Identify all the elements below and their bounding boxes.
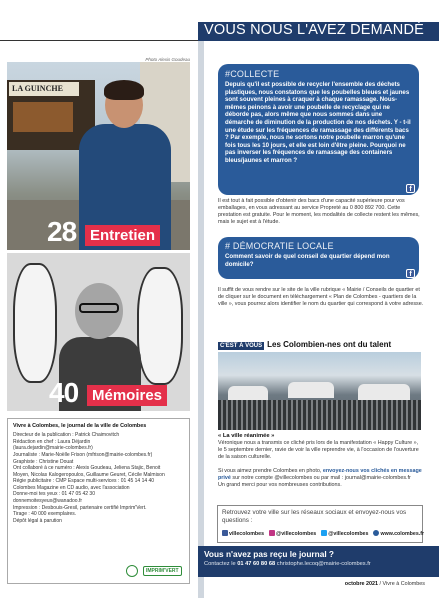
democratie-answer: Il suffit de vous rendre sur le site de la ville rubrique « Mairie / Conseils de quartier et de cliquer sur le document en téléchargement « Plan de Colombes - quartiers de la ville », vous pourrez alors identifier le nom du quartier qui correspond à votre adresse.: [218, 287, 424, 308]
social-handle: www.colombes.fr: [380, 531, 425, 537]
info-text-end: sur notre compte @villecolombes ou par mail : journal@mairie-colombes.fr: [230, 475, 411, 482]
talent-heading: [218, 340, 391, 349]
social-link-website[interactable]: [373, 530, 424, 537]
facebook-icon: [222, 530, 228, 536]
masthead-line: Colombes Magazine en CD audio, avec l'association: [13, 484, 130, 491]
masthead-box: [7, 418, 190, 584]
footer-publication: / Vivre à Colombes: [378, 581, 425, 587]
masthead-line: Tirage : 40 000 exemplaires.: [13, 511, 77, 518]
journal-contact-band: [198, 546, 439, 577]
glasses: [79, 303, 119, 313]
social-handle: villecolombes: [229, 531, 265, 537]
contact-prefix: Contactez le: [204, 561, 238, 567]
info-text-start: Si vous aimez prendre Colombes en photo,: [218, 468, 323, 474]
masthead-line: Graphiste : Christine Douat: [13, 458, 74, 465]
democratie-question-bubble: [218, 237, 419, 279]
memoires-photo: [7, 253, 190, 411]
bubble-hashtag: # DÉMOCRATIE LOCALE: [225, 241, 334, 251]
reader-photo: [218, 352, 421, 430]
collecte-question-bubble: [218, 64, 419, 195]
talent-title: Les Colombien-nes ont du talent: [267, 340, 392, 349]
masthead-line: Moyen, Nicolas Kalogeropoulos, Guillaume Geuret, Cécile Malmison: [13, 471, 165, 478]
truck-window: [13, 102, 73, 132]
collecte-answer: Il est tout à fait possible d'obtenir des bacs d'une capacité supérieure pour vos emballages, en vous adressant au service Propreté au 0 800 892 700. Cette prestation est gratuite. Pour le moment, les modalités de collecte restent les mêmes, mais le sujet est à l'étude.: [218, 198, 420, 226]
contact-email[interactable]: christophe.lecoq@mairie-colombes.fr: [275, 561, 371, 567]
facebook-icon: f: [406, 269, 415, 278]
certification-badges: [126, 565, 182, 577]
feature-page-number: 40: [49, 377, 79, 408]
contact-phone[interactable]: 01 47 60 80 68: [237, 561, 276, 567]
instagram-icon: [269, 530, 275, 536]
photo-caption-text: Véronique nous a transmis ce cliché pris lors de la manifestation « Happy Culture », le 5 septembre dernier, ravie de voir la ville reprendre vie, à l'occasion de l'ouverture de la saison culturelle.: [218, 440, 419, 461]
feature-label: Entretien: [85, 225, 160, 246]
recycle-icon: [126, 565, 138, 577]
column-divider: [198, 41, 204, 598]
social-handle: @villecolombes: [276, 531, 317, 537]
facebook-icon: f: [406, 184, 415, 193]
social-handle: @villecolombes: [328, 531, 369, 537]
masthead-line: donnemoitesyeux@wanadoo.fr: [13, 498, 83, 505]
bubble-hashtag: #COLLECTE: [225, 69, 280, 79]
interview-photo: [7, 62, 190, 250]
social-link-facebook[interactable]: [222, 530, 264, 537]
masthead-line: Ont collaboré à ce numéro : Alexis Goudeau, Jeliena Stajic, Benoit: [13, 465, 161, 472]
social-link-twitter[interactable]: [321, 530, 368, 537]
masthead-line: Rédaction en chef : Laura Déjardin: [13, 438, 91, 445]
masthead-line: Journaliste : Marie-Noëlle Frison (mfrison@mairie-colombes.fr): [13, 451, 153, 458]
page-footer: [345, 581, 425, 587]
feature-page-number: 28: [47, 216, 77, 247]
section-header: [198, 22, 439, 41]
journal-question: Vous n'avez pas reçu le journal ?: [204, 549, 334, 559]
footer-issue: octobre 2021: [344, 581, 379, 587]
contribution-info: [218, 468, 423, 489]
info-highlight: envoyez-nous vos clichés en message privé: [218, 468, 422, 482]
social-networks-box: [217, 505, 423, 543]
masthead-line: Régie publicitaire : CMP Espace multi-services : 01 45 14 14 40: [13, 478, 155, 485]
truck-sign: LA GUINCHE: [9, 82, 79, 96]
section-title: VOUS NOUS L'AVEZ DEMANDÉ: [204, 22, 425, 38]
masthead-line: Donne-moi tes yeux : 01 47 05 42 30: [13, 491, 95, 498]
bubble-question: Depuis qu'il est possible de recycler l'ensemble des déchets plastiques, nous constatons que les poubelles bleues et jaunes sont souvent pleines à craquer à chaque ramassage. Nous-mêmes peinons à avoir une poubelle de recyclage qui ne déborde pas, alors même que nous sommes dans une démarche de diminution de la production de nos déchets. Y - t-il une étude sur les fréquences de ramassage des différents bacs ? Par exemple, nous ne sortons notre poubelle marron qu'une fois tous les 10 jours, et elle est loin d'être pleine. Pourquoi ne pas inverser les fréquences de ramassage des containers bleus/jaunes et marron ?: [225, 81, 411, 165]
photo-credit: Photo Alexis Goudeau: [145, 57, 190, 62]
feature-label: Mémoires: [87, 385, 167, 406]
photo-caption-title: « La ville réanimée »: [218, 433, 275, 439]
bubble-question: Comment savoir de quel conseil de quartier dépend mon domicile?: [225, 253, 390, 268]
person-hair: [104, 80, 144, 100]
crowd: [218, 400, 421, 430]
tent: [358, 384, 410, 400]
imprim-vert-badge: IMPRIM'VERT: [143, 566, 182, 577]
talent-tag: C'EST À VOUS: [220, 343, 263, 349]
masthead-title: Vivre à Colombes, le journal de la ville de Colombes: [13, 423, 147, 429]
masthead-line: Impression : Desbouis-Gresil, partenaire certifié Imprim'Vert.: [13, 504, 147, 511]
masthead-line: Directeur de la publication : Patrick Chaimovitch: [13, 432, 120, 439]
twitter-icon: [321, 530, 327, 536]
masthead-line: (laura.dejardin@mairie-colombes.fr): [13, 445, 93, 452]
social-intro: Retrouvez votre ville sur les réseaux sociaux et envoyez-nous vos questions :: [222, 509, 407, 524]
journal-contact-line: [204, 561, 433, 567]
drawing-figure-left: [13, 263, 57, 383]
top-rule: [0, 40, 198, 41]
thanks-text: Un grand merci pour vos nombreuses contributions.: [218, 482, 342, 489]
drawing-figure-right: [137, 267, 183, 385]
tent: [288, 382, 334, 398]
masthead-line: Dépôt légal à parution: [13, 517, 62, 524]
social-link-instagram[interactable]: [269, 530, 316, 537]
social-links: [222, 530, 424, 537]
globe-icon: [373, 530, 379, 536]
